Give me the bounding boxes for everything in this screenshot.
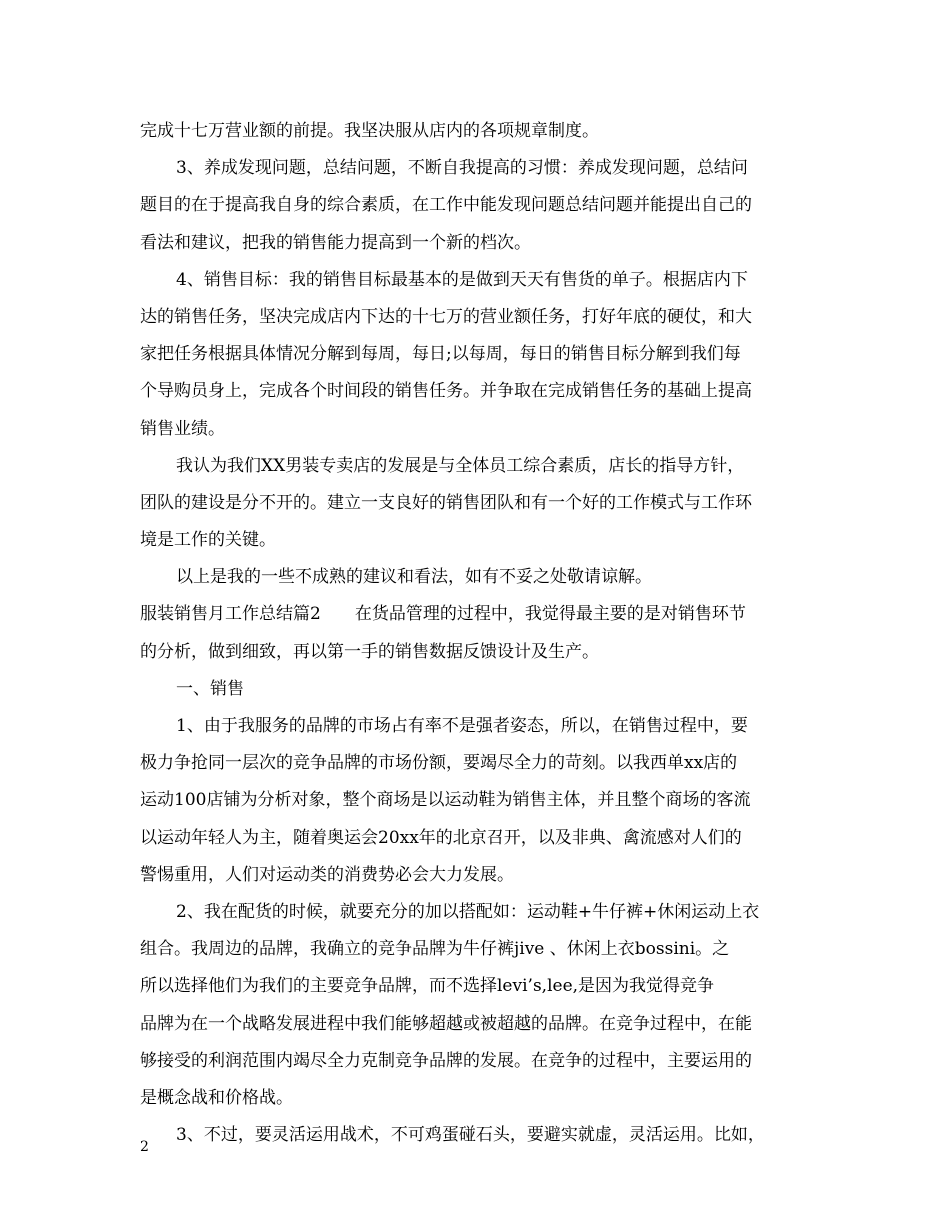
- text-line: 的分析，做到细致，再以第一手的销售数据反馈设计及生产。: [140, 641, 599, 662]
- text-line: 极力争抢同一层次的竞争品牌的市场份额，要竭尽全力的苛刻。以我西单xx店的: [140, 753, 738, 774]
- text-line: 4、销售目标：我的销售目标最基本的是做到天天有售货的单子。根据店内下: [176, 269, 748, 290]
- text-line: 2、我在配货的时候，就要充分的加以搭配如：运动鞋+牛仔裤+休闲运动上衣: [176, 901, 760, 922]
- text-line: 一、销售: [176, 678, 244, 699]
- text-line: 达的销售任务，坚决完成店内下达的十七万的营业额任务，打好年底的硬仗，和大: [140, 306, 752, 327]
- text-line: 家把任务根据具体情况分解到每周，每日;以每周，每日的销售目标分解到我们每: [140, 344, 741, 365]
- text-line: 销售业绩。: [140, 418, 225, 439]
- text-line: 服装销售月工作总结篇2 在货品管理的过程中，我觉得最主要的是对销售环节: [140, 604, 746, 625]
- text-line: 境是工作的关键。: [140, 530, 276, 551]
- text-line: 3、不过，要灵活运用战术，不可鸡蛋碰石头，要避实就虚，灵活运用。比如，: [176, 1125, 765, 1146]
- text-line: 完成十七万营业额的前提。我坚决服从店内的各项规章制度。: [140, 121, 599, 141]
- text-line: 团队的建设是分不开的。建立一支良好的销售团队和有一个好的工作模式与工作环: [140, 492, 752, 513]
- page-number: 2: [140, 1139, 149, 1155]
- text-line: 组合。我周边的品牌，我确立的竞争品牌为牛仔裤jive 、休闲上衣bossini。之: [140, 939, 730, 960]
- text-line: 以上是我的一些不成熟的建议和看法，如有不妥之处敬请谅解。: [176, 567, 652, 588]
- text-line: 个导购员身上，完成各个时间段的销售任务。并争取在完成销售任务的基础上提高: [140, 381, 752, 402]
- text-line: 所以选择他们为我们的主要竞争品牌，而不选择levi’s,lee,是因为我觉得竞争: [140, 976, 715, 997]
- text-line: 是概念战和价格战。: [140, 1087, 293, 1108]
- text-line: 够接受的利润范围内竭尽全力克制竞争品牌的发展。在竞争的过程中，主要运用的: [140, 1050, 752, 1071]
- text-line: 看法和建议，把我的销售能力提高到一个新的档次。: [140, 232, 531, 253]
- text-line: 3、养成发现问题，总结问题，不断自我提高的习惯：养成发现问题，总结问: [176, 158, 748, 179]
- text-line: 警惕重用，人们对运动类的消费势必会大力发展。: [140, 864, 514, 885]
- text-line: 我认为我们XX男装专卖店的发展是与全体员工综合素质，店长的指导方针，: [176, 455, 745, 476]
- text-line: 品牌为在一个战略发展进程中我们能够超越或被超越的品牌。在竞争过程中，在能: [140, 1013, 752, 1034]
- text-line: 运动100店铺为分析对象，整个商场是以运动鞋为销售主体，并且整个商场的客流: [140, 790, 751, 811]
- text-line: 题目的在于提高我自身的综合素质，在工作中能发现问题总结问题并能提出自己的: [140, 195, 752, 216]
- text-line: 以运动年轻人为主，随着奥运会20xx年的北京召开，以及非典、禽流感对人们的: [140, 827, 742, 848]
- text-line: 1、由于我服务的品牌的市场占有率不是强者姿态，所以，在销售过程中，要: [176, 716, 748, 736]
- document-body: [140, 113, 830, 1154]
